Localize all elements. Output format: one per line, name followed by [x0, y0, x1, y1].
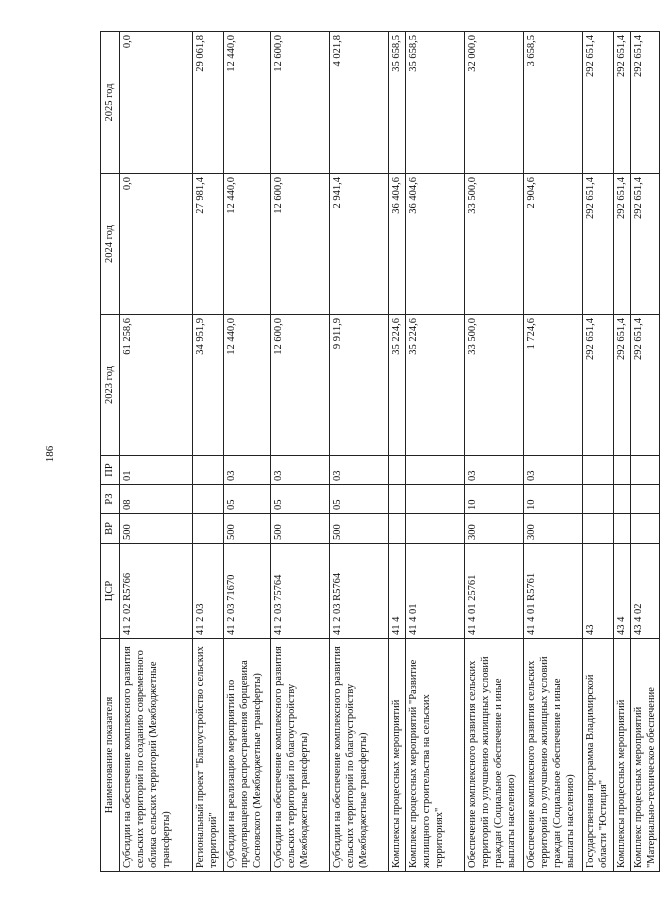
- cell-pr: [614, 456, 631, 485]
- cell-vr: 300: [524, 514, 583, 544]
- cell-2024: 12 600,0: [271, 174, 330, 315]
- cell-vr: [583, 514, 614, 544]
- budget-table: [100, 31, 660, 872]
- table-row: [631, 32, 660, 872]
- cell-2025: 4 021,8: [330, 32, 389, 174]
- cell-2025: 3 658,5: [524, 32, 583, 174]
- cell-pr: [583, 456, 614, 485]
- table-row: [465, 32, 524, 872]
- cell-name: Региональный проект "Благоустройство сельских территорий": [193, 639, 224, 872]
- table-row: [120, 32, 193, 872]
- cell-rz: 10: [465, 485, 524, 514]
- cell-2025: 292 651,4: [631, 32, 660, 174]
- cell-pr: 03: [524, 456, 583, 485]
- cell-name: Комплекс процессных мероприятий "Материально-техническое обеспечение: [631, 639, 660, 872]
- cell-csr: 41 2 03 R5764: [330, 544, 389, 639]
- cell-name: Государственная программа Владимирской области "Юстиция": [583, 639, 614, 872]
- cell-2023: 1 724,6: [524, 315, 583, 456]
- cell-name: Субсидии на обеспечение комплексного развития сельских территорий по благоустройству (Межбюджетные трансферты): [271, 639, 330, 872]
- cell-2023: 12 440,0: [224, 315, 271, 456]
- cell-2025: 0,0: [120, 32, 193, 174]
- cell-vr: [193, 514, 224, 544]
- table-row: [614, 32, 631, 872]
- cell-vr: 500: [224, 514, 271, 544]
- cell-csr: 41 2 03 75764: [271, 544, 330, 639]
- cell-name: Обеспечение комплексного развития сельских территорий по улучшению жилищных условий граждан (Социальное обеспечение и иные выплаты населению): [524, 639, 583, 872]
- cell-name: Комплексы процессных мероприятий: [614, 639, 631, 872]
- cell-vr: 500: [120, 514, 193, 544]
- cell-2023: 292 651,4: [583, 315, 614, 456]
- table-row: [389, 32, 406, 872]
- cell-pr: 03: [330, 456, 389, 485]
- cell-csr: 41 4 01 R5761: [524, 544, 583, 639]
- cell-vr: 500: [330, 514, 389, 544]
- cell-name: Обеспечение комплексного развития сельских территорий по улучшению жилищных условий граждан (Социальное обеспечение и иные выплаты населению): [465, 639, 524, 872]
- cell-vr: [389, 514, 406, 544]
- cell-name: Комплекс процессных мероприятий "Развитие жилищного строительства на сельских территориях": [406, 639, 465, 872]
- cell-rz: [583, 485, 614, 514]
- header-2025: 2025 год: [101, 32, 120, 174]
- cell-2025: 32 000,0: [465, 32, 524, 174]
- cell-2024: 33 500,0: [465, 174, 524, 315]
- header-csr: ЦСР: [101, 544, 120, 639]
- cell-2025: 292 651,4: [583, 32, 614, 174]
- cell-name: Комплексы процессных мероприятий: [389, 639, 406, 872]
- cell-pr: 03: [271, 456, 330, 485]
- cell-csr: 41 4 01 25761: [465, 544, 524, 639]
- cell-2024: 27 981,4: [193, 174, 224, 315]
- cell-pr: [631, 456, 660, 485]
- cell-vr: 500: [271, 514, 330, 544]
- cell-vr: [614, 514, 631, 544]
- cell-vr: [631, 514, 660, 544]
- cell-2024: 0,0: [120, 174, 193, 315]
- cell-2023: 35 224,6: [389, 315, 406, 456]
- cell-2023: 292 651,4: [631, 315, 660, 456]
- cell-2025: 292 651,4: [614, 32, 631, 174]
- table-row: [406, 32, 465, 872]
- cell-csr: 43 4: [614, 544, 631, 639]
- cell-2024: 36 404,6: [406, 174, 465, 315]
- cell-rz: [389, 485, 406, 514]
- header-rz: РЗ: [101, 485, 120, 514]
- cell-pr: [406, 456, 465, 485]
- cell-rz: 05: [330, 485, 389, 514]
- header-name: Наименование показателя: [101, 639, 120, 872]
- cell-2025: 12 600,0: [271, 32, 330, 174]
- cell-2024: 2 904,6: [524, 174, 583, 315]
- header-2024: 2024 год: [101, 174, 120, 315]
- cell-rz: 10: [524, 485, 583, 514]
- cell-name: Субсидии на реализацию мероприятий по предотвращению распространения борщевика Сосновского (Межбюджетные трансферты): [224, 639, 271, 872]
- cell-vr: [406, 514, 465, 544]
- cell-rz: 08: [120, 485, 193, 514]
- header-vr: ВР: [101, 514, 120, 544]
- cell-csr: 41 2 02 R5766: [120, 544, 193, 639]
- cell-2023: 33 500,0: [465, 315, 524, 456]
- cell-name: Субсидии на обеспечение комплексного развития сельских территорий по благоустройству (Межбюджетные трансферты): [330, 639, 389, 872]
- cell-2024: 292 651,4: [614, 174, 631, 315]
- header-2023: 2023 год: [101, 315, 120, 456]
- cell-csr: 41 4: [389, 544, 406, 639]
- cell-pr: [389, 456, 406, 485]
- cell-2025: 35 658,5: [389, 32, 406, 174]
- cell-2025: 12 440,0: [224, 32, 271, 174]
- cell-csr: 41 2 03: [193, 544, 224, 639]
- cell-rz: [193, 485, 224, 514]
- cell-2023: 35 224,6: [406, 315, 465, 456]
- table-row: [193, 32, 224, 872]
- page-number: 186: [44, 445, 56, 463]
- cell-2025: 29 061,8: [193, 32, 224, 174]
- cell-csr: 43 4 02: [631, 544, 660, 639]
- cell-rz: [631, 485, 660, 514]
- cell-pr: 01: [120, 456, 193, 485]
- table-row: [524, 32, 583, 872]
- cell-csr: 41 2 03 71670: [224, 544, 271, 639]
- cell-vr: 300: [465, 514, 524, 544]
- cell-pr: 03: [465, 456, 524, 485]
- cell-2023: 12 600,0: [271, 315, 330, 456]
- cell-rz: [614, 485, 631, 514]
- cell-csr: 41 4 01: [406, 544, 465, 639]
- cell-2024: 292 651,4: [631, 174, 660, 315]
- header-pr: ПР: [101, 456, 120, 485]
- table-row: [224, 32, 271, 872]
- cell-2024: 2 941,4: [330, 174, 389, 315]
- cell-csr: 43: [583, 544, 614, 639]
- cell-name: Субсидии на обеспечение комплексного развития сельских территорий по созданию современного облика сельских территорий (Межбюджетные трансферты): [120, 639, 193, 872]
- cell-2023: 292 651,4: [614, 315, 631, 456]
- cell-pr: 03: [224, 456, 271, 485]
- cell-rz: 05: [271, 485, 330, 514]
- cell-2024: 292 651,4: [583, 174, 614, 315]
- budget-table-rotated: [100, 32, 658, 872]
- cell-2023: 9 911,9: [330, 315, 389, 456]
- table-row: [271, 32, 330, 872]
- cell-2025: 35 658,5: [406, 32, 465, 174]
- cell-2023: 34 951,9: [193, 315, 224, 456]
- table-row: [583, 32, 614, 872]
- cell-rz: 05: [224, 485, 271, 514]
- table-header-row: [101, 32, 120, 872]
- cell-2024: 12 440,0: [224, 174, 271, 315]
- cell-rz: [406, 485, 465, 514]
- cell-2024: 36 404,6: [389, 174, 406, 315]
- cell-2023: 61 258,6: [120, 315, 193, 456]
- table-row: [330, 32, 389, 872]
- cell-pr: [193, 456, 224, 485]
